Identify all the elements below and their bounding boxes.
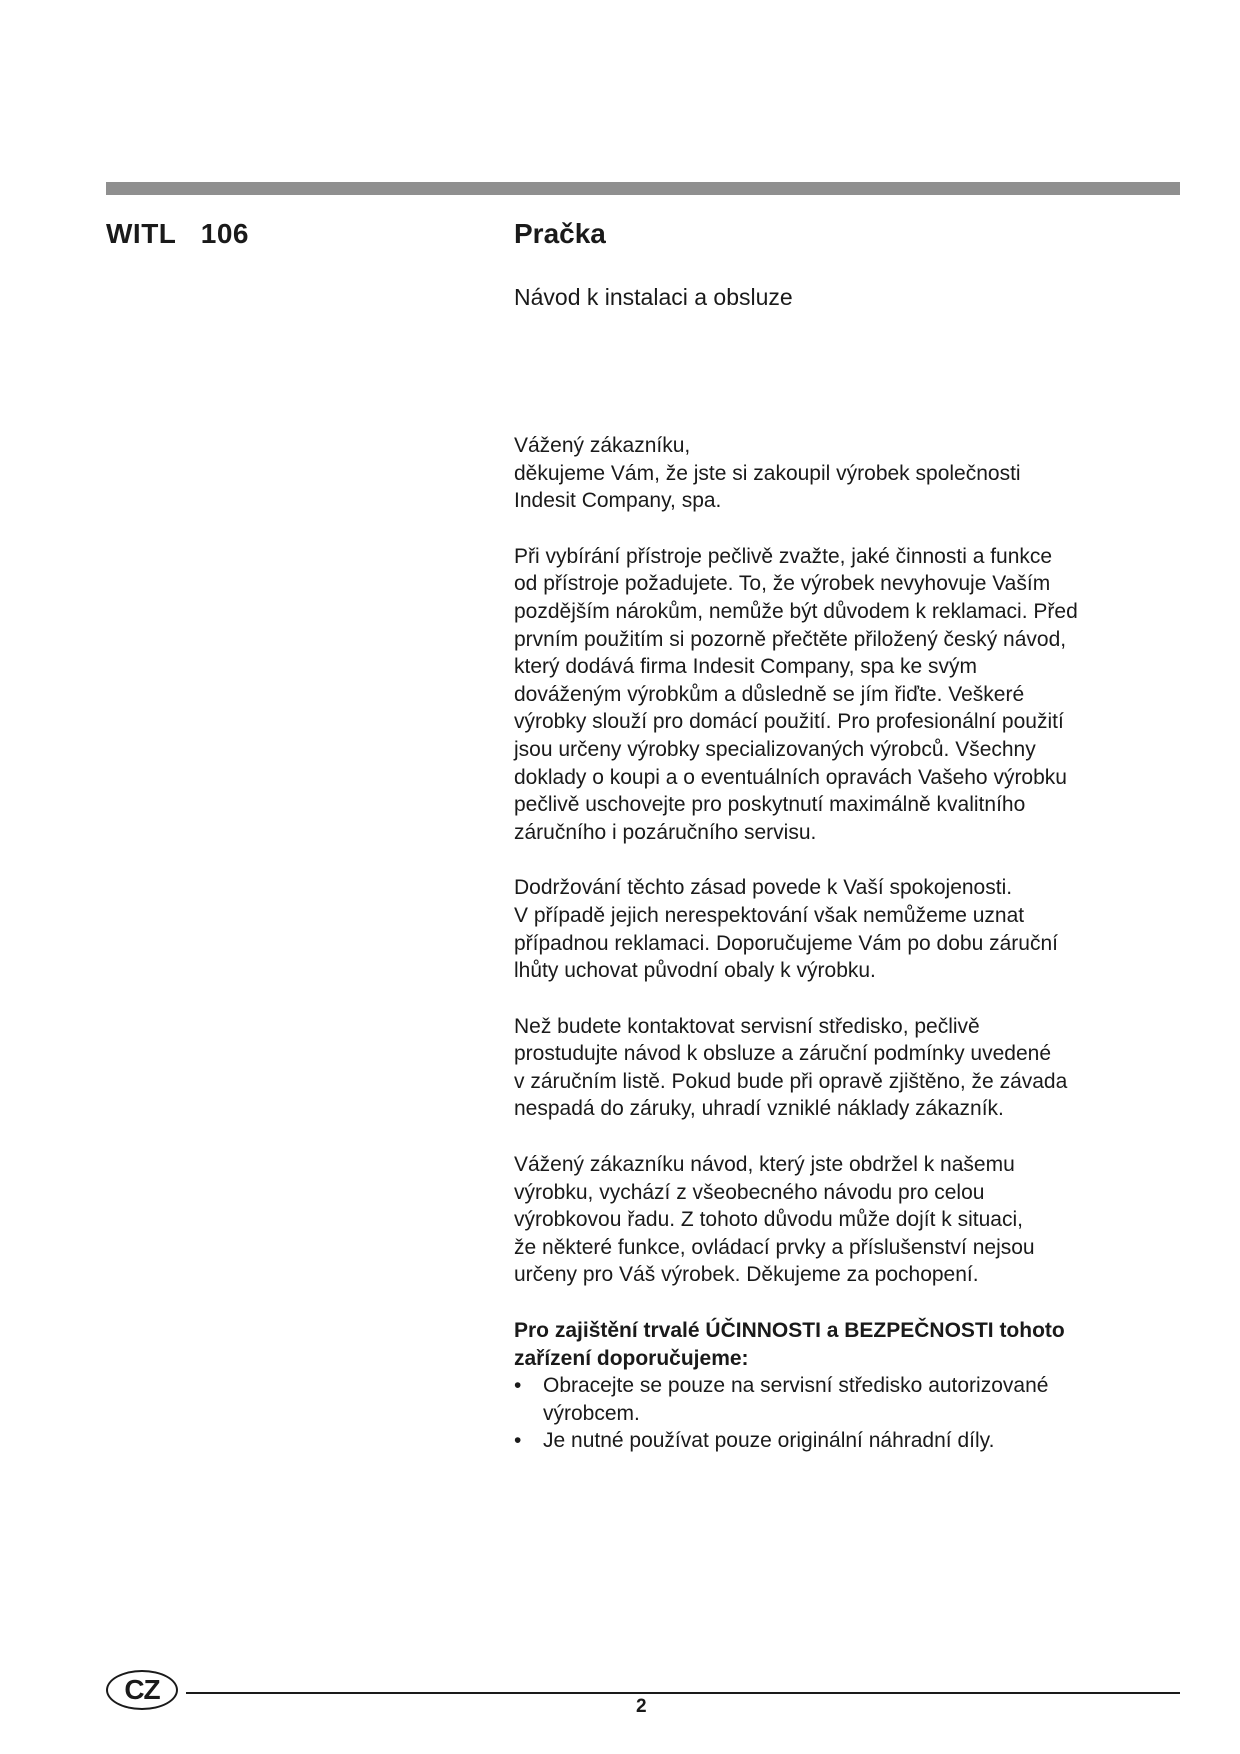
text-line: výrobku, vychází z všeobecného návodu pro celou: [514, 1180, 985, 1204]
text-line: Než budete kontaktovat servisní středisko, pečlivě: [514, 1014, 980, 1038]
paragraph-greeting: [514, 432, 1184, 515]
text-line: výrobcem.: [543, 1401, 640, 1425]
body-text: [514, 432, 1184, 1483]
text-line: prvním použitím si pozorně přečtěte přiložený český návod,: [514, 627, 1067, 651]
paragraph-selection-advice: [514, 543, 1184, 847]
text-line: jsou určeny výrobky specializovaných výrobců. Všechny: [514, 737, 1036, 761]
header-divider-bar: [106, 182, 1180, 195]
recommendation-heading: Pro zajištění trvalé ÚČINNOSTI a BEZPEČNOSTI tohoto: [514, 1319, 1065, 1343]
footer-divider-line: [186, 1692, 1180, 1694]
text-line: záručního i pozáručního servisu.: [514, 820, 817, 844]
text-line: Vážený zákazníku,: [514, 434, 691, 457]
list-item: [514, 1427, 1184, 1455]
text-line: pečlivě uschovejte pro poskytnutí maximálně kvalitního: [514, 793, 1026, 817]
page-subtitle: Návod k instalaci a obsluze: [514, 284, 793, 310]
text-line: od přístroje požadujete. To, že výrobek nevyhovuje Vaším: [514, 572, 1051, 596]
recommendation-heading: zařízení doporučujeme:: [514, 1346, 749, 1370]
text-line: doklady o koupi a o eventuálních opravách Vašeho výrobku: [514, 765, 1067, 789]
text-line: Indesit Company, spa.: [514, 489, 722, 513]
language-badge: CZ: [106, 1670, 178, 1710]
text-line: nespadá do záruky, uhradí vzniklé náklady zákazník.: [514, 1097, 1004, 1121]
text-line: V případě jejich nerespektování však nemůžeme uznat: [514, 903, 1025, 927]
text-line: Vážený zákazníku návod, který jste obdržel k našemu: [514, 1153, 1015, 1177]
text-line: pozdějším nárokům, nemůže být důvodem k reklamaci. Před: [514, 599, 1078, 623]
text-line: v záručním listě. Pokud bude při opravě zjištěno, že závada: [514, 1069, 1068, 1093]
text-line: že některé funkce, ovládací prvky a příslušenství nejsou: [514, 1235, 1035, 1259]
text-line: dováženým výrobkům a důsledně se jím řiďte. Veškeré: [514, 682, 1025, 706]
text-line: výrobky slouží pro domácí použití. Pro profesionální použití: [514, 710, 1064, 734]
list-item: [514, 1372, 1184, 1427]
text-line: výrobkovou řadu. Z tohoto důvodu může dojít k situaci,: [514, 1208, 1023, 1232]
page-number: 2: [636, 1696, 647, 1717]
recommendation-block: [514, 1317, 1184, 1455]
paragraph-general-manual: [514, 1151, 1184, 1289]
bullet-icon: •: [514, 1429, 522, 1453]
paragraph-service: [514, 1013, 1184, 1123]
text-line: děkujeme Vám, že jste si zakoupil výrobek společnosti: [514, 461, 1021, 485]
text-line: prostudujte návod k obsluze a záruční podmínky uvedené: [514, 1042, 1052, 1066]
text-line: Dodržování těchto zásad povede k Vaší spokojenosti.: [514, 876, 1013, 900]
text-line: Při vybírání přístroje pečlivě zvažte, jaké činnosti a funkce: [514, 544, 1053, 568]
bullet-icon: •: [514, 1374, 522, 1398]
model-number: WITL 106: [106, 218, 249, 249]
paragraph-compliance: [514, 874, 1184, 984]
text-line: který dodává firma Indesit Company, spa ke svým: [514, 655, 977, 679]
text-line: lhůty uchovat původní obaly k výrobku.: [514, 959, 876, 983]
text-line: určeny pro Váš výrobek. Děkujeme za pochopení.: [514, 1263, 979, 1287]
recommendation-list: [514, 1372, 1184, 1455]
text-line: Je nutné používat pouze originální náhradní díly.: [543, 1429, 995, 1453]
text-line: případnou reklamaci. Doporučujeme Vám po dobu záruční: [514, 931, 1058, 955]
text-line: Obracejte se pouze na servisní středisko autorizované: [543, 1374, 1049, 1398]
page-title: Pračka: [514, 218, 606, 249]
